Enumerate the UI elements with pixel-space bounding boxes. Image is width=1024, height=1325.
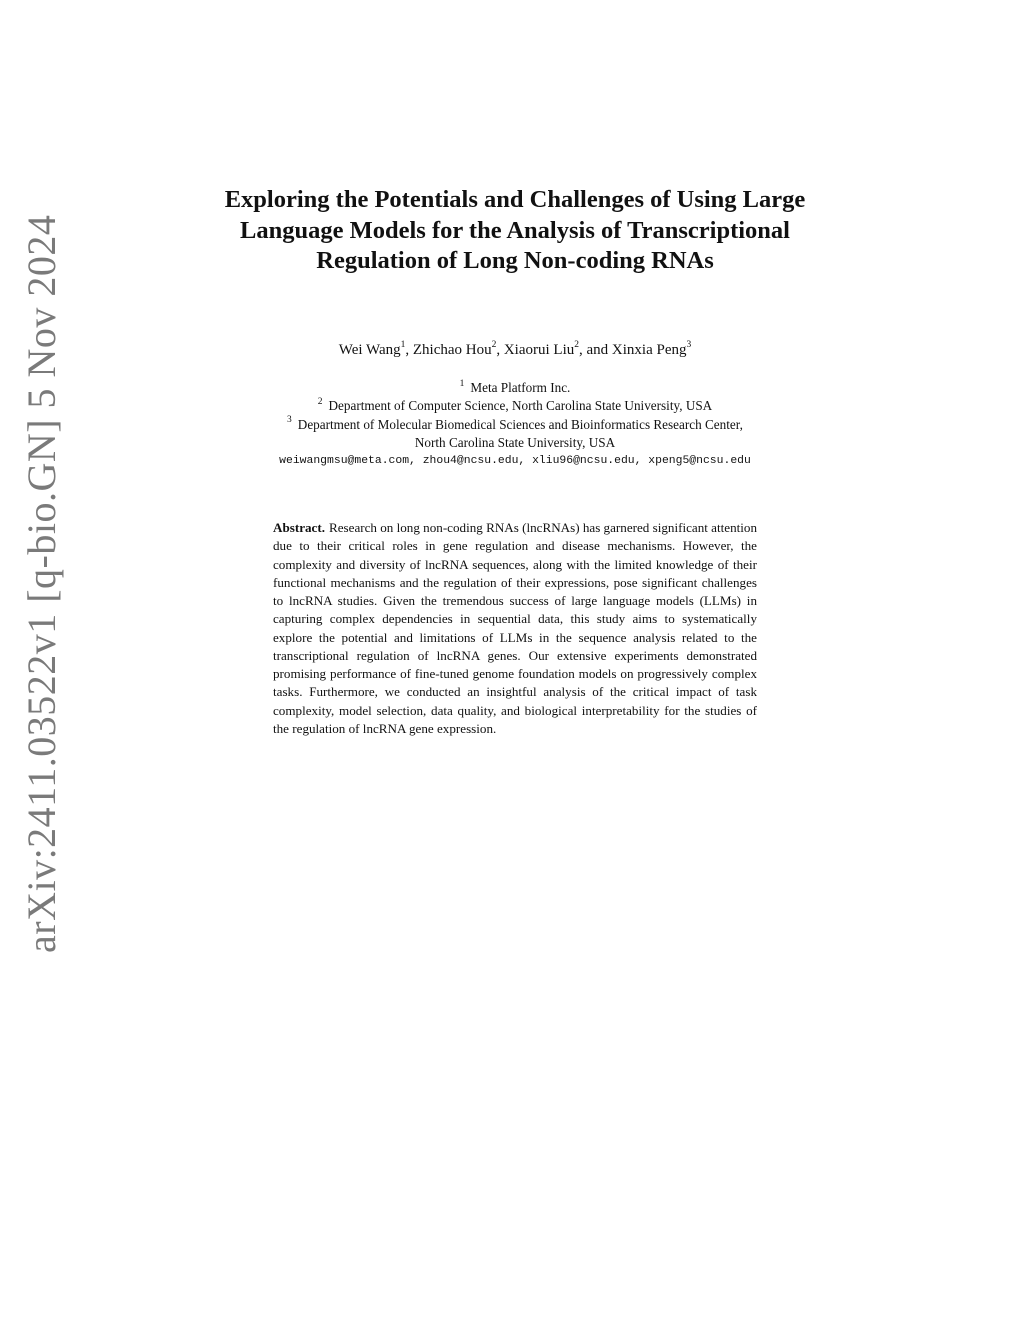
author-separator: ,	[405, 342, 413, 358]
author-affiliation-mark: 2	[491, 340, 497, 350]
affiliation-block	[200, 379, 830, 470]
abstract-label: Abstract.	[273, 520, 325, 535]
affiliation-text: Department of Computer Science, North Carolina State University, USA	[328, 398, 713, 414]
affiliation-line	[200, 397, 830, 415]
affiliation-mark: 2	[317, 396, 323, 407]
author-name: Xiaorui Liu	[503, 342, 575, 358]
abstract	[273, 519, 757, 738]
author-affiliation-mark: 2	[574, 340, 579, 350]
author-list	[200, 340, 830, 360]
author-separator: ,	[496, 342, 504, 358]
affiliation-text: North Carolina State University, USA	[414, 434, 616, 450]
author-name: Wei Wang	[338, 342, 401, 358]
affiliation-text: Meta Platform Inc.	[470, 380, 571, 395]
abstract-text: Research on long non-coding RNAs (lncRNAs) has garnered significant attention due to their critical roles in gene regulation and disease mechanisms. However, the complexity and diversity of lncRNA sequences, along with the limited knowledge of their functional mechanisms and the regulation of their expressions, pose significant challenges to lncRNA studies. Given the tremendous success of large language models (LLMs) in capturing complex dependencies in sequential data, this study aims to systematically explore the potential and limitations of LLMs in the sequence analysis related to the transcriptional regulation of lncRNA genes. Our extensive experiments demonstrated promising performance of fine-tuned genome foundation models on progressively complex tasks. Furthermore, we conducted an insightful analysis of the critical impact of task complexity, model selection, data quality, and biological interpretability for the studies of the regulation of lncRNA gene expression.	[273, 520, 757, 736]
author-name: Zhichao Hou	[412, 342, 492, 358]
affiliation-line	[200, 379, 830, 397]
affiliation-text: Department of Molecular Biomedical Sciences and Bioinformatics Research Center,	[297, 416, 743, 432]
affiliation-mark: 1	[459, 378, 465, 389]
author-name: Xinxia Peng	[611, 342, 687, 358]
author-affiliation-mark: 3	[686, 340, 692, 350]
affiliation-line	[200, 416, 830, 434]
arxiv-identifier-stamp: arXiv:2411.03522v1 [q-bio.GN] 5 Nov 2024	[19, 214, 64, 953]
affiliation-line	[200, 434, 830, 452]
author-affiliation-mark: 1	[400, 340, 406, 350]
affiliation-mark: 3	[287, 415, 292, 426]
author-emails[interactable]: weiwangmsu@meta.com, zhou4@ncsu.edu, xliu96@ncsu.edu, xpeng5@ncsu.edu	[279, 455, 751, 468]
paper-title: Exploring the Potentials and Challenges of Using Large Language Models for the Analysis of Transcriptional Regulation of Long Non-coding RNAs	[224, 186, 806, 274]
author-separator: , and	[579, 342, 612, 358]
